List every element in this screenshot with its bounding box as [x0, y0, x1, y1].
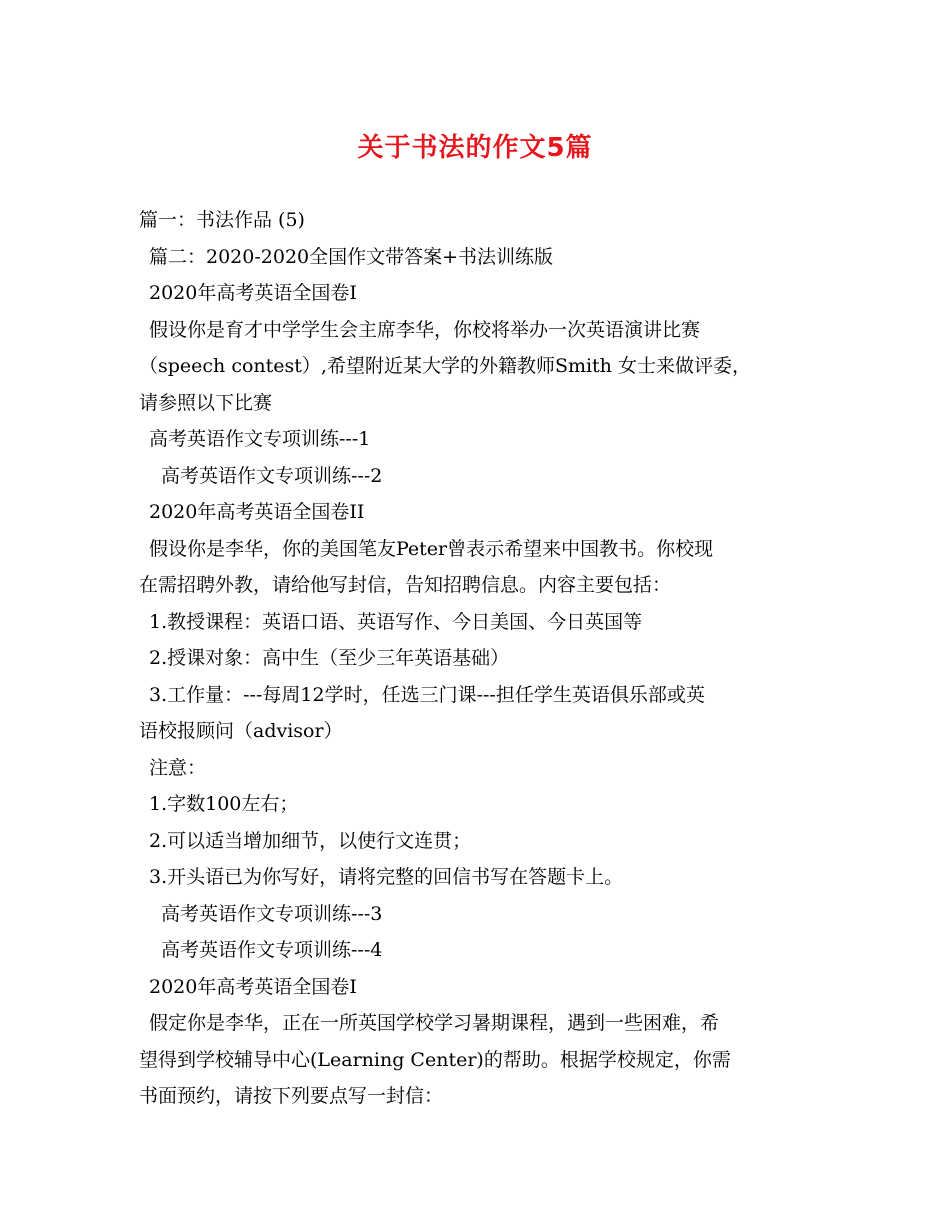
- body-line: 2020年高考英语全国卷II: [149, 501, 365, 523]
- body-line: 2.可以适当增加细节，以使行文连贯；: [149, 829, 472, 852]
- body-line: 望得到学校辅导中心(Learning Center)的帮助。根据学校规定，你需: [139, 1048, 731, 1071]
- body-line: 语校报顾问（advisor）: [139, 720, 343, 742]
- body-line: 1.教授课程：英语口语、英语写作、今日美国、今日英国等: [149, 610, 643, 633]
- body-line: 注意：: [149, 756, 207, 779]
- body-line: 2.授课对象：高中生（至少三年英语基础）: [149, 647, 510, 669]
- body-line: 篇二：2020-2020全国作文带答案+书法训练版: [149, 245, 554, 268]
- body-line: 假设你是育才中学学生会主席李华，你校将举办一次英语演讲比赛: [149, 318, 701, 341]
- body-line: 1.字数100左右；: [149, 793, 299, 815]
- body-line: 在需招聘外教，请给他写封信，告知招聘信息。内容主要包括：: [139, 574, 672, 596]
- body-line: 请参照以下比赛: [139, 391, 273, 414]
- body-line: 假设你是李华，你的美国笔友Peter曾表示希望来中国教书。你校现: [149, 537, 714, 560]
- body-line: 高考英语作文专项训练---4: [161, 939, 383, 961]
- body-line: 高考英语作文专项训练---3: [161, 902, 383, 925]
- document-title: 关于书法的作文5篇: [357, 133, 593, 163]
- body-line: 假定你是李华，正在一所英国学校学习暑期课程，遇到一些困难，希: [149, 1012, 720, 1034]
- body-line: 篇一：书法作品 (5): [139, 209, 305, 231]
- body-line: 3.开头语已为你写好，请将完整的回信书写在答题卡上。: [149, 866, 624, 888]
- body-line: （speech contest）,希望附近某大学的外籍教师Smith 女士来做评委，: [139, 355, 751, 377]
- body-line: 高考英语作文专项训练---1: [149, 428, 371, 450]
- body-line: 2020年高考英语全国卷I: [149, 975, 357, 998]
- body-line: 书面预约，请按下列要点写一封信：: [139, 1085, 444, 1107]
- body-line: 高考英语作文专项训练---2: [161, 464, 383, 487]
- body-line: 3.工作量：---每周12学时，任选三门课---担任学生英语俱乐部或英: [149, 683, 705, 706]
- body-line: 2020年高考英语全国卷I: [149, 282, 357, 304]
- document-body: [139, 202, 819, 1115]
